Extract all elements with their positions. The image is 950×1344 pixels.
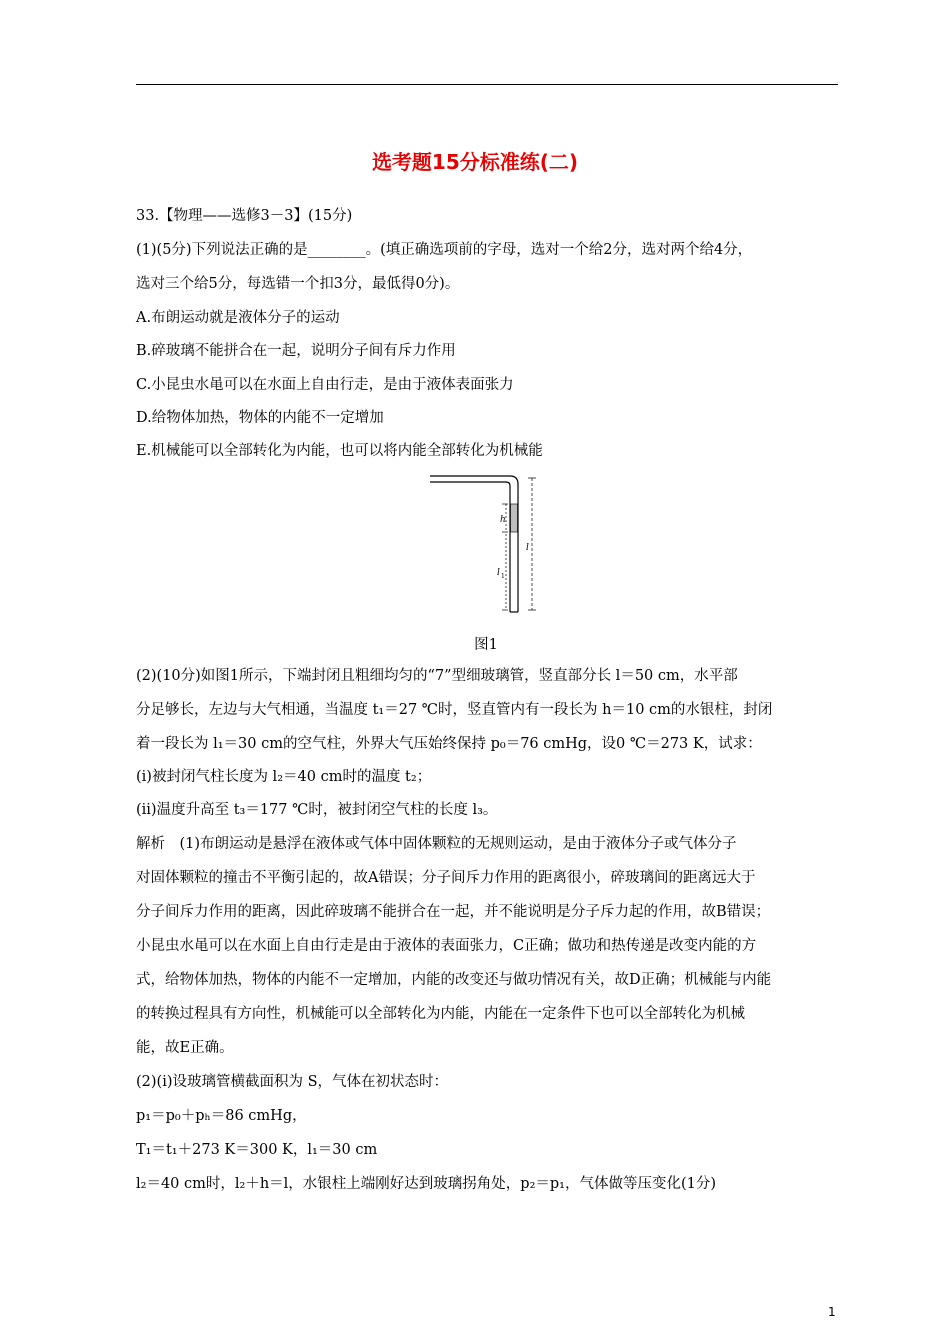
option-c: C.小昆虫水黾可以在水面上自由行走，是由于液体表面张力 xyxy=(136,377,514,393)
option-b: B.碎玻璃不能拼合在一起，说明分子间有斥力作用 xyxy=(136,343,456,359)
analysis-line: 能，故E正确。 xyxy=(136,1040,234,1056)
label-l1-sub: 1 xyxy=(501,573,505,580)
problem-line: 分足够长，左边与大气相通，当温度 t₁＝27 ℃时，竖直管内有一段长为 h＝10 cm的水银柱，封闭 xyxy=(136,702,773,718)
question-part1-line: (1)(5分)下列说法正确的是________。(填正确选项前的字母，选对一个给2分，选对两个给4分， xyxy=(136,242,753,258)
label-l1: l xyxy=(497,568,500,578)
analysis-line: 分子间斥力作用的距离，因此碎玻璃不能拼合在一起，并不能说明是分子斥力起的作用，故B错误； xyxy=(136,904,771,920)
analysis-line: 对固体颗粒的撞击不平衡引起的，故A错误；分子间斥力作用的距离很小，碎玻璃间的距离远大于 xyxy=(136,870,756,886)
solution-line: p₁＝p₀＋pₕ＝86 cmHg， xyxy=(136,1108,307,1124)
option-e: E.机械能可以全部转化为内能，也可以将内能全部转化为机械能 xyxy=(136,443,543,459)
option-d: D.给物体加热，物体的内能不一定增加 xyxy=(136,410,384,426)
tube-diagram xyxy=(426,470,546,620)
analysis-line: 的转换过程具有方向性，机械能可以全部转化为内能，内能在一定条件下也可以全部转化为机械 xyxy=(136,1006,745,1022)
solution-line: l₂＝40 cm时，l₂＋h＝l，水银柱上端刚好达到玻璃拐角处，p₂＝p₁，气体做等压变化(1分) xyxy=(136,1176,717,1192)
label-l: l xyxy=(526,543,529,553)
subquestion-i: (ⅰ)被封闭气柱长度为 l₂＝40 cm时的温度 t₂； xyxy=(136,769,432,785)
solution-line: T₁＝t₁＋273 K＝300 K，l₁＝30 cm xyxy=(136,1142,378,1158)
question-header: 33.【物理——选修3－3】(15分) xyxy=(136,208,353,224)
question-part1-line: 选对三个给5分，每选错一个扣3分，最低得0分)。 xyxy=(136,276,460,292)
analysis-line: 小昆虫水黾可以在水面上自由行走是由于液体的表面张力，C正确；做功和热传递是改变内能的方 xyxy=(136,938,757,954)
header-rule xyxy=(136,84,838,85)
page-number: 1 xyxy=(828,1305,836,1319)
option-a: A.布朗运动就是液体分子的运动 xyxy=(136,310,340,326)
problem-line: 着一段长为 l₁＝30 cm的空气柱，外界大气压始终保持 p₀＝76 cmHg，设0 ℃＝273 K，试求： xyxy=(136,736,762,752)
mercury-column xyxy=(511,504,518,532)
solution-line: (2)(ⅰ)设玻璃管横截面积为 S，气体在初状态时： xyxy=(136,1074,449,1090)
analysis-line: 式，给物体加热，物体的内能不一定增加，内能的改变还与做功情况有关，故D正确；机械能与内能 xyxy=(136,972,772,988)
page-title: 选考题15分标准练(二) xyxy=(371,150,579,174)
subquestion-ii: (ⅱ)温度升高至 t₃＝177 ℃时，被封闭空气柱的长度 l₃。 xyxy=(136,802,498,818)
figure-caption: 图1 xyxy=(474,637,498,653)
analysis-line: 解析 (1)布朗运动是悬浮在液体或气体中固体颗粒的无规则运动，是由于液体分子或气体分子 xyxy=(136,836,737,852)
problem-line: (2)(10分)如图1所示，下端封闭且粗细均匀的“7”型细玻璃管，竖直部分长 l＝50 cm，水平部 xyxy=(136,668,738,684)
label-h: h xyxy=(500,515,506,525)
